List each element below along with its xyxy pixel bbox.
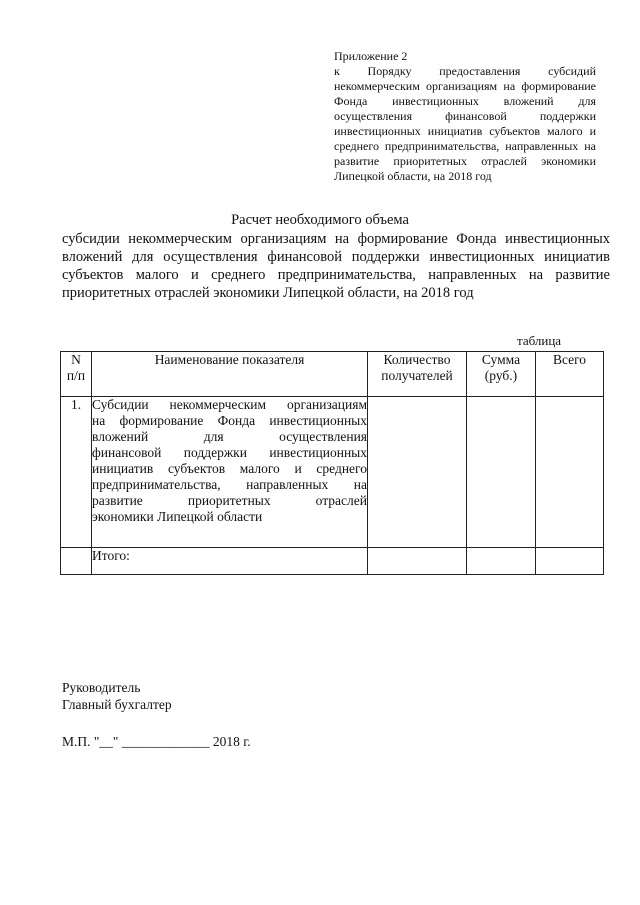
subtitle-line: вложений для осуществления финансовой поддержки инвестиционных инициатив [62,249,610,265]
appendix-line: осуществления финансовой поддержки [334,109,596,123]
header-number: N п/п [61,352,92,397]
header-indicator-name: Наименование показателя [92,352,368,397]
row-sum [467,548,536,575]
row-total [536,397,604,548]
head-signature-label: Руководитель [62,680,141,695]
table-row-total [61,548,604,575]
table-header-row [61,352,604,397]
accountant-signature-label: Главный бухгалтер [62,697,172,712]
row-indicator-name: Субсидии некоммерческим организациям на формирование Фонда инвестиционных вложений для осуществления финансовой поддержки инвестиционных инициатив субъектов малого и среднего предпринимательства, направленных на развитие приоритетных отраслей экономики Липецкой области [92,397,368,548]
appendix-line: среднего предпринимательства, направленных на [334,139,596,153]
row-total [536,548,604,575]
row-recipients-count [368,548,467,575]
row-recipients-count [368,397,467,548]
appendix-line: некоммерческим организациям на формирование [334,79,596,93]
appendix-line: Липецкой области, на 2018 год [334,169,492,183]
appendix-line: Приложение 2 [334,49,408,63]
appendix-line: к Порядку предоставления субсидий [334,64,596,78]
row-indicator-name: Итого: [92,548,368,575]
row-number: 1. [61,397,92,548]
appendix-block [334,49,596,184]
row-sum [467,397,536,548]
subtitle-line: субсидии некоммерческим организациям на формирование Фонда инвестиционных [62,231,610,247]
document-subtitle [62,230,610,302]
subtitle-line: приоритетных отраслей экономики Липецкой области, на 2018 год [62,285,474,301]
header-total: Всего [536,352,604,397]
calculation-table [60,351,604,575]
table-row [61,397,604,548]
appendix-line: инвестиционных инициатив субъектов малого и [334,124,596,138]
row-number [61,548,92,575]
appendix-line: Фонда инвестиционных вложений для [334,94,596,108]
document-title: Расчет необходимого объема [231,212,409,228]
appendix-line: развитие приоритетных отраслей экономики [334,154,596,168]
stamp-date-line: М.П. "__" _____________ 2018 г. [62,734,251,749]
header-sum: Сумма (руб.) [467,352,536,397]
table-caption: таблица [517,333,562,348]
subtitle-line: субъектов малого и среднего предпринимательства, направленных на развитие [62,267,610,283]
header-recipients-count: Количество получателей [368,352,467,397]
